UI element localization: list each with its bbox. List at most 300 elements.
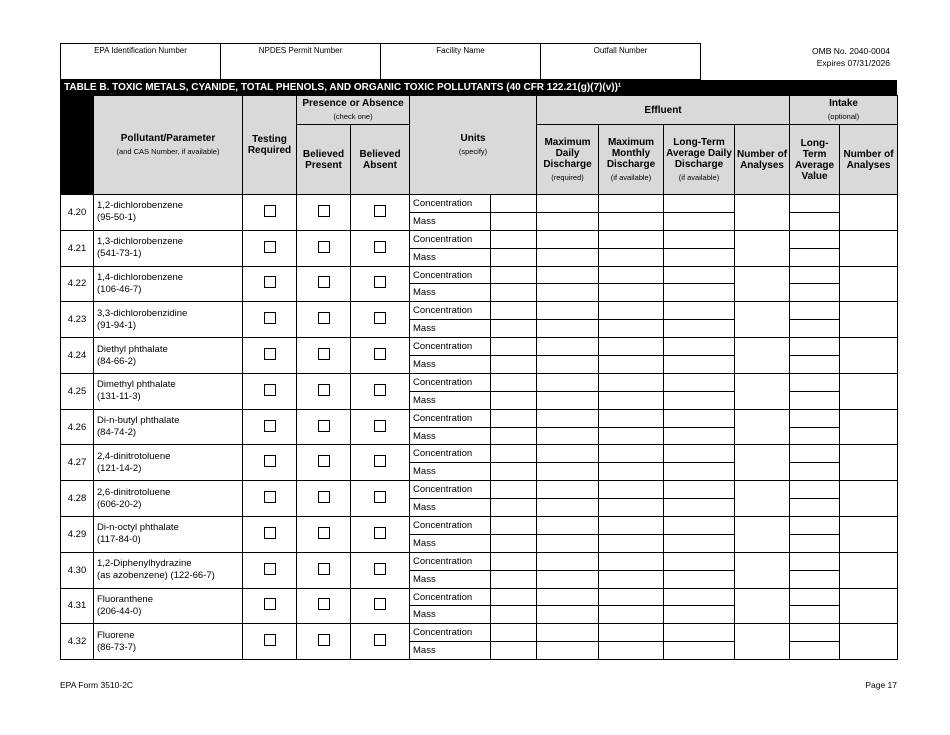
unit-label-mass: Mass: [410, 284, 491, 302]
testing-required-checkbox[interactable]: [264, 527, 276, 539]
believed-present-checkbox[interactable]: [318, 634, 330, 646]
pollutant-name: [94, 195, 243, 231]
row-number: 4.21: [61, 230, 94, 266]
row-number: 4.27: [61, 445, 94, 481]
believed-present-checkbox[interactable]: [318, 348, 330, 360]
mass-unit-input[interactable]: [491, 284, 537, 302]
believed-absent-checkbox[interactable]: [374, 491, 386, 503]
intake-avg-concentration[interactable]: [790, 195, 840, 213]
intake-avg-mass[interactable]: [790, 499, 840, 517]
long-term-mass[interactable]: [664, 606, 735, 624]
testing-required-cell: [243, 373, 297, 409]
believed-present-checkbox[interactable]: [318, 420, 330, 432]
unit-label-concentration: Concentration: [410, 588, 491, 606]
believed-absent-cell: [351, 302, 410, 338]
max-monthly-mass[interactable]: [599, 320, 664, 338]
intake-avg-concentration[interactable]: [790, 266, 840, 284]
max-daily-header: Maximum Daily Discharge (required): [537, 125, 599, 195]
mass-unit-input[interactable]: [491, 570, 537, 588]
max-monthly-mass[interactable]: [599, 642, 664, 660]
mass-unit-input[interactable]: [491, 320, 537, 338]
intake-num-analyses-input[interactable]: [840, 517, 898, 553]
max-daily-concentration[interactable]: [537, 624, 599, 642]
table-row: [61, 338, 898, 356]
long-term-mass[interactable]: [664, 248, 735, 266]
max-daily-concentration[interactable]: [537, 445, 599, 463]
intake-num-analyses-input[interactable]: [840, 552, 898, 588]
concentration-unit-input[interactable]: [491, 302, 537, 320]
max-monthly-concentration[interactable]: [599, 481, 664, 499]
max-monthly-header: Maximum Monthly Discharge (if available): [599, 125, 664, 195]
believed-present-cell: [297, 302, 351, 338]
believed-present-cell: [297, 517, 351, 553]
max-daily-concentration[interactable]: [537, 302, 599, 320]
max-daily-mass[interactable]: [537, 463, 599, 481]
max-daily-mass[interactable]: [537, 212, 599, 230]
unit-label-mass: Mass: [410, 320, 491, 338]
intake-num-analyses-input[interactable]: [840, 195, 898, 231]
max-monthly-mass[interactable]: [599, 284, 664, 302]
max-monthly-mass[interactable]: [599, 212, 664, 230]
long-term-mass[interactable]: [664, 212, 735, 230]
believed-present-cell: [297, 230, 351, 266]
believed-absent-checkbox[interactable]: [374, 205, 386, 217]
testing-required-checkbox[interactable]: [264, 312, 276, 324]
max-monthly-mass[interactable]: [599, 570, 664, 588]
intake-avg-mass[interactable]: [790, 606, 840, 624]
max-daily-mass[interactable]: [537, 499, 599, 517]
concentration-unit-input[interactable]: [491, 445, 537, 463]
believed-present-checkbox[interactable]: [318, 491, 330, 503]
long-term-concentration[interactable]: [664, 409, 735, 427]
unit-label-concentration: Concentration: [410, 481, 491, 499]
pollutant-label: 1,3-dichlorobenzene: [97, 236, 184, 248]
long-term-concentration[interactable]: [664, 338, 735, 356]
intake-avg-concentration[interactable]: [790, 302, 840, 320]
intake-avg-concentration[interactable]: [790, 517, 840, 535]
mass-unit-input[interactable]: [491, 463, 537, 481]
pollutant-name: [94, 302, 243, 338]
believed-present-checkbox[interactable]: [318, 527, 330, 539]
unit-label-concentration: Concentration: [410, 230, 491, 248]
cas-number: (91-94-1): [97, 319, 137, 331]
long-term-concentration[interactable]: [664, 624, 735, 642]
believed-absent-checkbox[interactable]: [374, 634, 386, 646]
long-term-header: Long-Term Average Daily Discharge (if available): [664, 125, 735, 195]
max-monthly-concentration[interactable]: [599, 409, 664, 427]
unit-label-concentration: Concentration: [410, 624, 491, 642]
believed-absent-checkbox[interactable]: [374, 348, 386, 360]
believed-absent-checkbox[interactable]: [374, 455, 386, 467]
testing-required-cell: [243, 338, 297, 374]
believed-present-cell: [297, 624, 351, 660]
max-monthly-mass[interactable]: [599, 356, 664, 374]
header-fields: [60, 43, 701, 80]
testing-required-cell: [243, 445, 297, 481]
row-number: 4.25: [61, 373, 94, 409]
long-term-mass[interactable]: [664, 356, 735, 374]
intake-avg-mass[interactable]: [790, 463, 840, 481]
cas-number: (84-74-2): [97, 427, 137, 439]
intake-num-analyses-input[interactable]: [840, 481, 898, 517]
facility-name-field[interactable]: Facility Name: [381, 44, 541, 80]
intake-avg-concentration[interactable]: [790, 481, 840, 499]
long-term-mass[interactable]: [664, 391, 735, 409]
testing-required-cell: [243, 230, 297, 266]
max-monthly-mass[interactable]: [599, 606, 664, 624]
table-row: [61, 373, 898, 391]
long-term-concentration[interactable]: [664, 302, 735, 320]
max-daily-mass[interactable]: [537, 606, 599, 624]
testing-required-checkbox[interactable]: [264, 348, 276, 360]
pollutant-label: 1,4-dichlorobenzene: [97, 271, 184, 283]
cas-number: (95-50-1): [97, 212, 137, 224]
believed-absent-cell: [351, 481, 410, 517]
pollutant-name: [94, 517, 243, 553]
mass-unit-input[interactable]: [491, 534, 537, 552]
mass-unit-input[interactable]: [491, 606, 537, 624]
concentration-unit-input[interactable]: [491, 552, 537, 570]
believed-absent-cell: [351, 195, 410, 231]
believed-present-cell: [297, 552, 351, 588]
max-monthly-mass[interactable]: [599, 427, 664, 445]
testing-required-checkbox[interactable]: [264, 455, 276, 467]
pollutant-name: [94, 338, 243, 374]
testing-required-checkbox[interactable]: [264, 491, 276, 503]
believed-present-checkbox[interactable]: [318, 312, 330, 324]
intake-num-analyses-input[interactable]: [840, 230, 898, 266]
max-daily-mass[interactable]: [537, 534, 599, 552]
testing-required-checkbox[interactable]: [264, 420, 276, 432]
unit-label-concentration: Concentration: [410, 302, 491, 320]
max-monthly-concentration[interactable]: [599, 445, 664, 463]
long-term-mass[interactable]: [664, 427, 735, 445]
max-daily-mass[interactable]: [537, 570, 599, 588]
intake-num-analyses-input[interactable]: [840, 373, 898, 409]
concentration-unit-input[interactable]: [491, 373, 537, 391]
row-number: 4.29: [61, 517, 94, 553]
table-row: [61, 195, 898, 213]
max-daily-concentration[interactable]: [537, 373, 599, 391]
intake-avg-concentration[interactable]: [790, 409, 840, 427]
pollutant-name: [94, 481, 243, 517]
max-monthly-concentration[interactable]: [599, 552, 664, 570]
intake-avg-mass[interactable]: [790, 320, 840, 338]
pollutant-header: Pollutant/Parameter (and CAS Number, if available): [94, 96, 243, 195]
form-number: EPA Form 3510-2C: [60, 680, 134, 690]
pollutant-label: Diethyl phthalate: [97, 343, 168, 355]
believed-absent-checkbox[interactable]: [374, 384, 386, 396]
concentration-unit-input[interactable]: [491, 517, 537, 535]
pollutant-label: Dimethyl phthalate: [97, 379, 176, 391]
pollutant-label: Fluoranthene: [97, 593, 153, 605]
cas-number: (106-46-7): [97, 283, 142, 295]
long-term-concentration[interactable]: [664, 195, 735, 213]
max-monthly-concentration[interactable]: [599, 266, 664, 284]
num-analyses-input[interactable]: [735, 195, 790, 231]
page-number: Page 17: [865, 680, 897, 690]
max-daily-mass[interactable]: [537, 356, 599, 374]
long-term-mass[interactable]: [664, 642, 735, 660]
max-monthly-concentration[interactable]: [599, 230, 664, 248]
intake-avg-mass[interactable]: [790, 642, 840, 660]
unit-label-mass: Mass: [410, 570, 491, 588]
max-daily-mass[interactable]: [537, 427, 599, 445]
max-daily-concentration[interactable]: [537, 588, 599, 606]
max-monthly-concentration[interactable]: [599, 624, 664, 642]
intake-num-analyses-input[interactable]: [840, 445, 898, 481]
cas-number: (84-66-2): [97, 355, 137, 367]
npdes-permit-field[interactable]: NPDES Permit Number: [221, 44, 381, 80]
intake-avg-mass[interactable]: [790, 534, 840, 552]
concentration-unit-input[interactable]: [491, 230, 537, 248]
max-daily-concentration[interactable]: [537, 266, 599, 284]
unit-label-concentration: Concentration: [410, 517, 491, 535]
max-daily-mass[interactable]: [537, 320, 599, 338]
max-daily-concentration[interactable]: [537, 338, 599, 356]
believed-absent-checkbox[interactable]: [374, 598, 386, 610]
intake-avg-concentration[interactable]: [790, 588, 840, 606]
believed-present-checkbox[interactable]: [318, 205, 330, 217]
concentration-unit-input[interactable]: [491, 195, 537, 213]
omb-number: OMB No. 2040-0004: [812, 46, 890, 56]
testing-required-checkbox[interactable]: [264, 634, 276, 646]
table-row: [61, 409, 898, 427]
pollutant-name: [94, 624, 243, 660]
testing-required-checkbox[interactable]: [264, 598, 276, 610]
concentration-unit-input[interactable]: [491, 588, 537, 606]
mass-unit-input[interactable]: [491, 642, 537, 660]
max-monthly-concentration[interactable]: [599, 195, 664, 213]
num-analyses-input[interactable]: [735, 552, 790, 588]
intake-avg-concentration[interactable]: [790, 445, 840, 463]
believed-present-cell: [297, 338, 351, 374]
intake-num-analyses-input[interactable]: [840, 588, 898, 624]
believed-absent-cell: [351, 409, 410, 445]
intake-avg-mass[interactable]: [790, 427, 840, 445]
max-monthly-mass[interactable]: [599, 534, 664, 552]
max-daily-mass[interactable]: [537, 284, 599, 302]
unit-label-mass: Mass: [410, 427, 491, 445]
mass-unit-input[interactable]: [491, 427, 537, 445]
pollutant-name: [94, 409, 243, 445]
testing-required-checkbox[interactable]: [264, 276, 276, 288]
concentration-unit-input[interactable]: [491, 338, 537, 356]
long-term-mass[interactable]: [664, 284, 735, 302]
testing-required-checkbox[interactable]: [264, 563, 276, 575]
outfall-number-field[interactable]: Outfall Number: [541, 44, 701, 80]
max-monthly-mass[interactable]: [599, 391, 664, 409]
num-analyses-input[interactable]: [735, 624, 790, 660]
long-term-concentration[interactable]: [664, 230, 735, 248]
num-analyses-input[interactable]: [735, 266, 790, 302]
intake-num-analyses-input[interactable]: [840, 266, 898, 302]
intake-avg-concentration[interactable]: [790, 624, 840, 642]
believed-absent-checkbox[interactable]: [374, 420, 386, 432]
intake-avg-concentration[interactable]: [790, 373, 840, 391]
pollutant-name: [94, 373, 243, 409]
long-term-mass[interactable]: [664, 570, 735, 588]
believed-absent-checkbox[interactable]: [374, 527, 386, 539]
mass-unit-input[interactable]: [491, 248, 537, 266]
concentration-unit-input[interactable]: [491, 266, 537, 284]
row-number: 4.23: [61, 302, 94, 338]
max-daily-mass[interactable]: [537, 642, 599, 660]
table-row: [61, 588, 898, 606]
num-analyses-input[interactable]: [735, 445, 790, 481]
cas-number: (117-84-0): [97, 534, 141, 546]
believed-absent-checkbox[interactable]: [374, 563, 386, 575]
max-daily-concentration[interactable]: [537, 195, 599, 213]
unit-label-concentration: Concentration: [410, 445, 491, 463]
believed-present-header: Believed Present: [297, 125, 351, 195]
testing-required-checkbox[interactable]: [264, 205, 276, 217]
row-number: 4.30: [61, 552, 94, 588]
unit-label-mass: Mass: [410, 642, 491, 660]
intake-num-analyses-input[interactable]: [840, 338, 898, 374]
num-analyses-input[interactable]: [735, 302, 790, 338]
concentration-unit-input[interactable]: [491, 481, 537, 499]
max-monthly-mass[interactable]: [599, 499, 664, 517]
max-daily-mass[interactable]: [537, 248, 599, 266]
believed-present-checkbox[interactable]: [318, 241, 330, 253]
intake-num-analyses-input[interactable]: [840, 302, 898, 338]
intake-avg-concentration[interactable]: [790, 230, 840, 248]
believed-absent-cell: [351, 624, 410, 660]
unit-label-mass: Mass: [410, 463, 491, 481]
intake-avg-mass[interactable]: [790, 391, 840, 409]
cas-number: (as azobenzene) (122-66-7): [97, 570, 215, 582]
long-term-concentration[interactable]: [664, 266, 735, 284]
believed-absent-checkbox[interactable]: [374, 312, 386, 324]
long-term-mass[interactable]: [664, 499, 735, 517]
pollutant-label: 1,2-dichlorobenzene: [97, 200, 184, 212]
max-daily-concentration[interactable]: [537, 517, 599, 535]
believed-present-cell: [297, 373, 351, 409]
intake-avg-mass[interactable]: [790, 356, 840, 374]
row-number: 4.20: [61, 195, 94, 231]
intake-num-analyses-input[interactable]: [840, 409, 898, 445]
intake-avg-header: Long-Term Average Value: [790, 125, 840, 195]
believed-absent-cell: [351, 373, 410, 409]
intake-num-header: Number of Analyses: [840, 125, 898, 195]
believed-absent-cell: [351, 517, 410, 553]
mass-unit-input[interactable]: [491, 391, 537, 409]
believed-absent-checkbox[interactable]: [374, 276, 386, 288]
pollutant-name: [94, 588, 243, 624]
long-term-mass[interactable]: [664, 534, 735, 552]
max-monthly-concentration[interactable]: [599, 302, 664, 320]
num-analyses-input[interactable]: [735, 481, 790, 517]
num-analyses-input[interactable]: [735, 230, 790, 266]
max-monthly-mass[interactable]: [599, 248, 664, 266]
max-monthly-mass[interactable]: [599, 463, 664, 481]
concentration-unit-input[interactable]: [491, 624, 537, 642]
epa-id-field[interactable]: EPA Identification Number: [61, 44, 221, 80]
long-term-concentration[interactable]: [664, 481, 735, 499]
table-row: [61, 230, 898, 248]
unit-label-concentration: Concentration: [410, 266, 491, 284]
believed-present-cell: [297, 266, 351, 302]
max-monthly-concentration[interactable]: [599, 517, 664, 535]
max-monthly-concentration[interactable]: [599, 373, 664, 391]
concentration-unit-input[interactable]: [491, 409, 537, 427]
unit-label-mass: Mass: [410, 356, 491, 374]
pollutant-label: Fluorene: [97, 629, 135, 641]
pollutant-label: Di-n-butyl phthalate: [97, 415, 180, 427]
long-term-mass[interactable]: [664, 463, 735, 481]
num-analyses-input[interactable]: [735, 373, 790, 409]
cas-number: (131-11-3): [97, 391, 141, 403]
units-header: Units (specify): [410, 96, 537, 195]
believed-absent-cell: [351, 338, 410, 374]
intake-num-analyses-input[interactable]: [840, 624, 898, 660]
max-daily-concentration[interactable]: [537, 409, 599, 427]
row-number: 4.31: [61, 588, 94, 624]
row-number: 4.28: [61, 481, 94, 517]
num-analyses-input[interactable]: [735, 588, 790, 624]
believed-present-checkbox[interactable]: [318, 598, 330, 610]
cas-number: (606-20-2): [97, 498, 142, 510]
mass-unit-input[interactable]: [491, 356, 537, 374]
believed-present-checkbox[interactable]: [318, 384, 330, 396]
num-analyses-input[interactable]: [735, 409, 790, 445]
intake-avg-concentration[interactable]: [790, 552, 840, 570]
intake-avg-mass[interactable]: [790, 284, 840, 302]
long-term-concentration[interactable]: [664, 517, 735, 535]
believed-present-checkbox[interactable]: [318, 455, 330, 467]
row-number: 4.32: [61, 624, 94, 660]
max-daily-concentration[interactable]: [537, 552, 599, 570]
long-term-concentration[interactable]: [664, 552, 735, 570]
pollutant-rows: [61, 195, 898, 660]
max-monthly-concentration[interactable]: [599, 588, 664, 606]
testing-required-cell: [243, 302, 297, 338]
long-term-mass[interactable]: [664, 320, 735, 338]
num-analyses-header: Number of Analyses: [735, 125, 790, 195]
mass-unit-input[interactable]: [491, 212, 537, 230]
long-term-concentration[interactable]: [664, 373, 735, 391]
believed-present-checkbox[interactable]: [318, 276, 330, 288]
omb-expires: Expires 07/31/2026: [816, 58, 890, 68]
max-daily-concentration[interactable]: [537, 481, 599, 499]
num-analyses-input[interactable]: [735, 517, 790, 553]
unit-label-concentration: Concentration: [410, 409, 491, 427]
max-daily-mass[interactable]: [537, 391, 599, 409]
believed-present-checkbox[interactable]: [318, 563, 330, 575]
believed-absent-header: Believed Absent: [351, 125, 410, 195]
max-daily-concentration[interactable]: [537, 230, 599, 248]
mass-unit-input[interactable]: [491, 499, 537, 517]
believed-absent-cell: [351, 266, 410, 302]
table-title: TABLE B. TOXIC METALS, CYANIDE, TOTAL PHENOLS, AND ORGANIC TOXIC POLLUTANTS (40 CFR 122.21(g)(7)(v))¹: [60, 80, 897, 95]
row-number: 4.24: [61, 338, 94, 374]
intake-avg-mass[interactable]: [790, 570, 840, 588]
max-monthly-concentration[interactable]: [599, 338, 664, 356]
num-analyses-input[interactable]: [735, 338, 790, 374]
intake-avg-mass[interactable]: [790, 248, 840, 266]
long-term-concentration[interactable]: [664, 445, 735, 463]
long-term-concentration[interactable]: [664, 588, 735, 606]
intake-avg-concentration[interactable]: [790, 338, 840, 356]
believed-absent-checkbox[interactable]: [374, 241, 386, 253]
testing-required-checkbox[interactable]: [264, 241, 276, 253]
testing-required-checkbox[interactable]: [264, 384, 276, 396]
unit-label-concentration: Concentration: [410, 338, 491, 356]
table-row: [61, 624, 898, 642]
intake-avg-mass[interactable]: [790, 212, 840, 230]
pollutant-name: [94, 552, 243, 588]
